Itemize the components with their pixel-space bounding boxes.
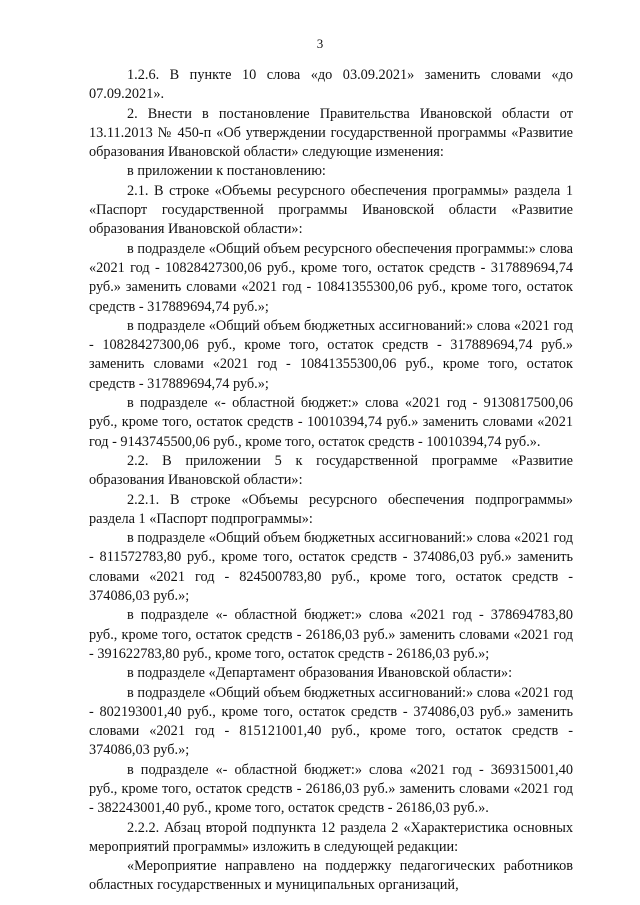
paragraph-department-regional-budget: в подразделе «- областной бюджет:» слова «2021 год - 369315001,40 руб., кроме того, остаток средств - 26186,03 руб.» заменить словами «2021 год - 382243001,40 руб., кроме того, остаток средств - 26186,03 руб.». (89, 761, 573, 817)
paragraph-subprogram-regional-budget: в подразделе «- областной бюджет:» слова «2021 год - 378694783,80 руб., кроме того, остаток средств - 26186,03 руб.» заменить словами «2021 год - 391622783,80 руб., кроме того, остаток средств - 26186,03 руб.»; (89, 607, 573, 662)
paragraph-2-2-2: 2.2.2. Абзац второй подпункта 12 раздела 2 «Характеристика основных мероприятий программы» изложить в следующей редакции: (89, 819, 573, 855)
paragraph-2-intro: 2. Внести в постановление Правительства Ивановской области от 13.11.2013 № 450-п «Об утверждении государственной программы «Развитие образования Ивановской области» следующие изменения: (89, 105, 573, 161)
paragraph-department-total-budget: в подразделе «Общий объем бюджетных ассигнований:» слова «2021 год - 802193001,40 руб., кроме того, остаток средств - 374086,03 руб.» заменить словами «2021 год - 815121001,40 руб., кроме того, остаток средств - 374086,03 руб.»; (89, 684, 573, 759)
paragraph-2-1: 2.1. В строке «Объемы ресурсного обеспечения программы» раздела 1 «Паспорт государственной программы Ивановской области «Развитие образования Ивановской области»: (89, 182, 573, 238)
paragraph-new-edition: «Мероприятие направлено на поддержку педагогических работников областных государственных и муниципальных организаций, (89, 858, 573, 894)
paragraph-2-2-1: 2.2.1. В строке «Объемы ресурсного обеспечения подпрограммы» раздела 1 «Паспорт подпрограммы»: (89, 491, 573, 527)
paragraph-department: в подразделе «Департамент образования Ивановской области»: (127, 665, 513, 682)
document-body (89, 66, 573, 896)
paragraph-total-budget: в подразделе «Общий объем бюджетных ассигнований:» слова «2021 год - 10828427300,06 руб., кроме того, остаток средств - 317889694,74 руб.» заменить словами «2021 год - 10841355300,06 руб., кроме того, остаток средств - 317889694,74 руб.»; (89, 317, 573, 392)
paragraph-2-2: 2.2. В приложении 5 к государственной программе «Развитие образования Ивановской области»: (89, 452, 573, 489)
paragraph-regional-budget: в подразделе «- областной бюджет:» слова «2021 год - 9130817500,06 руб., кроме того, остаток средств - 10010394,74 руб.» заменить словами «2021 год - 9143745500,06 руб., кроме того, остаток средств - 10010394,74 руб.». (89, 395, 573, 450)
paragraph-total-resources: в подразделе «Общий объем ресурсного обеспечения программы:» слова «2021 год - 10828427300,06 руб., кроме того, остаток средств - 317889694,74 руб.» заменить словами «2021 год - 10841355300,06 руб., кроме того, остаток средств - 317889694,74 руб.»; (89, 240, 573, 315)
paragraph-1-2-6: 1.2.6. В пункте 10 слова «до 03.09.2021» заменить словами «до 07.09.2021». (89, 67, 573, 103)
paragraph-subprogram-total-budget: в подразделе «Общий объем бюджетных ассигнований:» слова «2021 год - 811572783,80 руб., кроме того, остаток средств - 374086,03 руб.» заменить словами «2021 год - 824500783,80 руб., кроме того, остаток средств - 374086,03 руб.»; (89, 530, 573, 605)
page-number: 3 (316, 36, 324, 51)
paragraph-appendix: в приложении к постановлению: (127, 163, 326, 180)
